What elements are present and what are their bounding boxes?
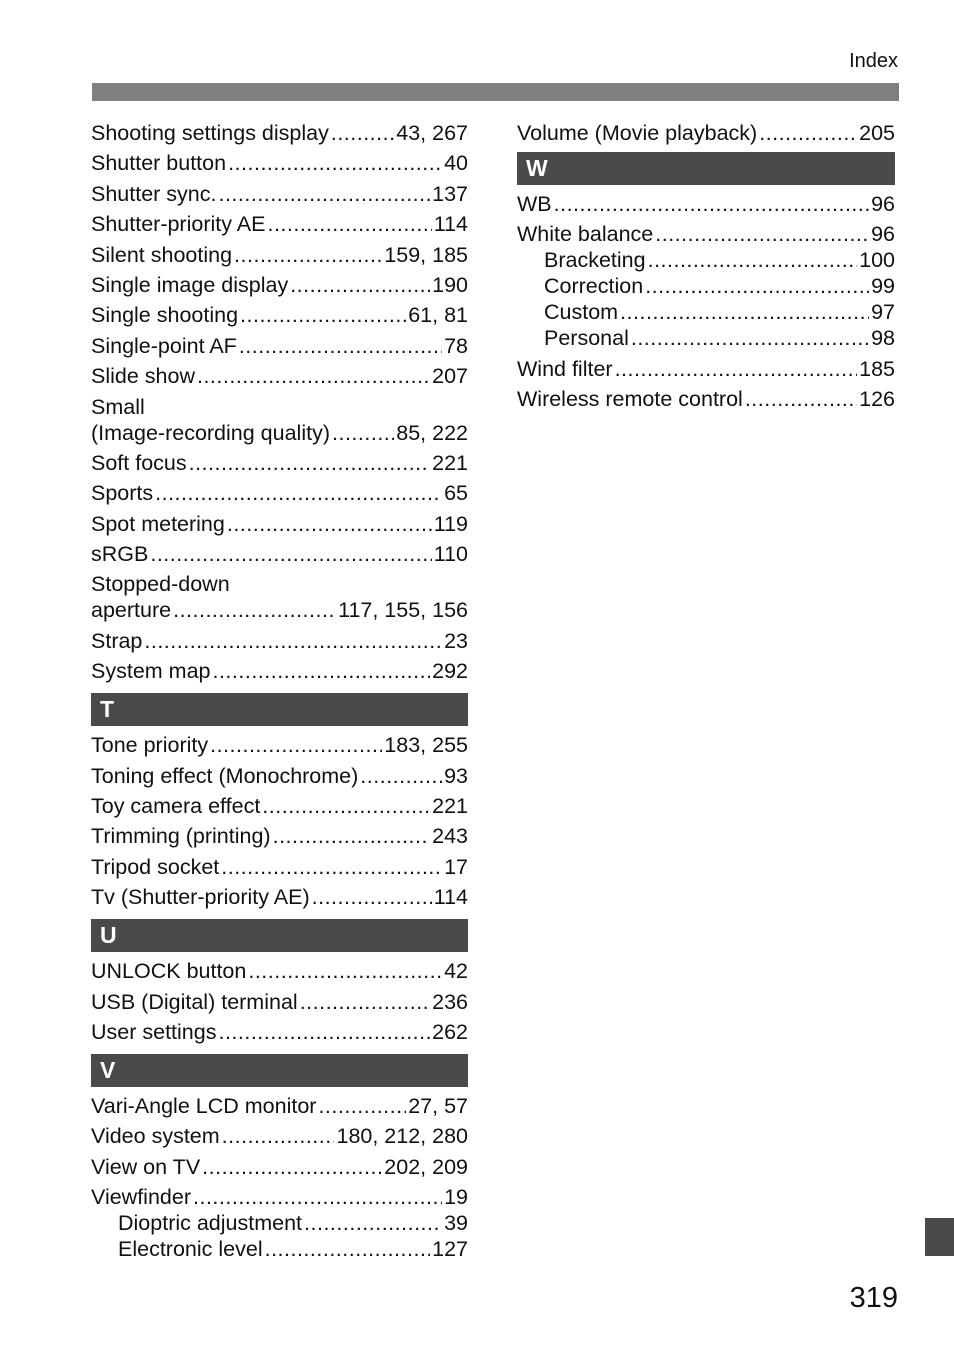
- leader-dots: [332, 420, 394, 446]
- leader-dots: [234, 242, 382, 268]
- entry-term: Sports: [91, 481, 154, 506]
- leader-dots: [150, 541, 431, 567]
- entry-term: White balance: [517, 222, 654, 247]
- entry-pages: 27, 57: [408, 1093, 468, 1118]
- index-entry: [517, 191, 895, 217]
- entry-pages: 221: [432, 450, 468, 475]
- index-subentry: [517, 247, 895, 273]
- entry-term: Trimming (printing): [91, 824, 271, 849]
- entry-term: Personal: [544, 326, 629, 351]
- entry-term: (Image-recording quality): [91, 420, 330, 445]
- index-entry: [91, 884, 468, 910]
- index-entry: [91, 181, 468, 207]
- leader-dots: [173, 597, 336, 623]
- entry-pages: 262: [432, 1019, 468, 1044]
- leader-dots: [218, 181, 430, 207]
- index-entry: [517, 356, 895, 382]
- leader-dots: [218, 1019, 430, 1045]
- leader-dots: [239, 333, 442, 359]
- entry-pages: 93: [444, 763, 468, 788]
- entry-term-line1: Stopped-down: [91, 572, 230, 597]
- entry-pages: 96: [871, 222, 895, 247]
- entry-pages: 236: [432, 989, 468, 1014]
- entry-term: Silent shooting: [91, 242, 233, 267]
- leader-dots: [144, 628, 442, 654]
- entry-pages: 137: [432, 181, 468, 206]
- entry-term: Correction: [544, 274, 644, 299]
- index-subentry: [91, 1236, 468, 1262]
- index-entry: [91, 628, 468, 654]
- leader-dots: [193, 1184, 442, 1210]
- index-entry: [91, 480, 468, 506]
- entry-term: Toy camera effect: [91, 794, 261, 819]
- entry-pages: 97: [871, 300, 895, 325]
- index-entry: [91, 1093, 468, 1119]
- index-entry: [91, 511, 468, 537]
- entry-pages: 23: [444, 628, 468, 653]
- entry-term: USB (Digital) terminal: [91, 989, 298, 1014]
- entry-term: Viewfinder: [91, 1185, 191, 1210]
- leader-dots: [759, 120, 857, 146]
- index-entry: [91, 989, 468, 1015]
- leader-dots: [221, 854, 442, 880]
- leader-dots: [318, 1093, 406, 1119]
- section-letter-u: U: [91, 919, 468, 952]
- entry-pages: 42: [444, 959, 468, 984]
- section-letter-v: V: [91, 1054, 468, 1087]
- entry-term: Tripod socket: [91, 854, 220, 879]
- entry-term: Dioptric adjustment: [118, 1211, 303, 1236]
- leader-dots: [240, 302, 406, 328]
- entry-pages: 119: [433, 511, 468, 536]
- index-entry: [91, 763, 468, 789]
- index-entry: [91, 854, 468, 880]
- leader-dots: [273, 823, 431, 849]
- page-number: 319: [849, 1282, 898, 1314]
- group-t: [91, 732, 468, 910]
- entry-pages: 114: [433, 885, 468, 910]
- entry-term: Volume (Movie playback): [517, 121, 758, 145]
- entry-pages: 127: [432, 1237, 468, 1262]
- entry-pages: 98: [871, 326, 895, 351]
- index-entry: [91, 1184, 468, 1210]
- index-subentry: [517, 299, 895, 325]
- group-white-balance-sub: [517, 247, 895, 351]
- leader-dots: [222, 1123, 335, 1149]
- entry-pages: 19: [444, 1185, 468, 1210]
- index-entry: [91, 242, 468, 268]
- thumb-index-tab: [925, 1218, 954, 1256]
- index-entry: [91, 823, 468, 849]
- leader-dots: [745, 386, 857, 412]
- entry-pages: 117, 155, 156: [338, 598, 468, 623]
- entry-term: sRGB: [91, 542, 149, 567]
- entry-term: Tv (Shutter-priority AE): [91, 885, 310, 910]
- entry-pages: 43, 267: [396, 121, 468, 145]
- leader-dots: [655, 221, 869, 247]
- index-entry: [517, 120, 895, 146]
- entry-term: Video system: [91, 1124, 220, 1149]
- entry-term: Shooting settings display: [91, 121, 329, 145]
- leader-dots: [267, 211, 431, 237]
- leader-dots: [262, 793, 430, 819]
- entry-term: Soft focus: [91, 450, 187, 475]
- leader-dots: [331, 120, 394, 146]
- leader-dots: [248, 958, 442, 984]
- index-entry: [91, 658, 468, 684]
- entry-term: Shutter sync.: [91, 181, 217, 206]
- entry-pages: 180, 212, 280: [336, 1124, 468, 1149]
- index-entry: [91, 450, 468, 476]
- entry-term: Wind filter: [517, 356, 613, 381]
- entry-pages: 159, 185: [384, 242, 468, 267]
- entry-pages: 190: [432, 272, 468, 297]
- index-entry: [91, 363, 468, 389]
- index-entry: [91, 571, 468, 623]
- index-subentry: [517, 273, 895, 299]
- entry-pages: 39: [444, 1211, 468, 1236]
- index-column-left: [91, 120, 468, 1267]
- entry-pages: 202, 209: [384, 1154, 468, 1179]
- index-entry: [91, 333, 468, 359]
- entry-term: Wireless remote control: [517, 387, 743, 412]
- leader-dots: [312, 884, 432, 910]
- entry-pages: 205: [859, 121, 895, 145]
- index-entry: [91, 302, 468, 328]
- index-subentry: [91, 1210, 468, 1236]
- entry-term: Single shooting: [91, 303, 239, 328]
- leader-dots: [615, 356, 858, 382]
- index-entry: [91, 394, 468, 446]
- entry-term-line1: Small: [91, 394, 145, 419]
- entry-term: UNLOCK button: [91, 959, 247, 984]
- entry-term: Single image display: [91, 272, 289, 297]
- entry-pages: 221: [432, 794, 468, 819]
- entry-pages: 110: [433, 542, 468, 567]
- entry-term: Shutter button: [91, 151, 227, 176]
- leader-dots: [197, 363, 430, 389]
- entry-pages: 207: [432, 364, 468, 389]
- index-entry: [91, 1123, 468, 1149]
- entry-term: WB: [517, 192, 552, 216]
- leader-dots: [202, 1154, 382, 1180]
- entry-term: Bracketing: [544, 248, 646, 273]
- entry-pages: 99: [871, 274, 895, 299]
- entry-term: Slide show: [91, 364, 195, 389]
- entry-pages: 85, 222: [396, 420, 468, 445]
- leader-dots: [648, 247, 858, 273]
- leader-dots: [227, 511, 432, 537]
- entry-pages: 243: [432, 824, 468, 849]
- index-entry: [517, 221, 895, 247]
- group-w: [517, 356, 895, 412]
- entry-pages: 65: [444, 481, 468, 506]
- entry-pages: 78: [444, 333, 468, 358]
- index-column-right: [517, 120, 895, 417]
- entry-term: Strap: [91, 628, 143, 653]
- entry-term: Tone priority: [91, 733, 209, 758]
- group-s-2: [91, 450, 468, 567]
- leader-dots: [360, 763, 442, 789]
- section-letter-t: T: [91, 693, 468, 726]
- leader-dots: [645, 273, 869, 299]
- entry-pages: 40: [444, 151, 468, 176]
- entry-term: View on TV: [91, 1154, 201, 1179]
- leader-dots: [631, 325, 869, 351]
- index-entry: [91, 541, 468, 567]
- index-entry: [91, 211, 468, 237]
- group-s-3: [91, 628, 468, 684]
- entry-pages: 96: [871, 192, 895, 216]
- entry-term: Shutter-priority AE: [91, 212, 266, 237]
- index-entry: [91, 1019, 468, 1045]
- entry-pages: 114: [433, 212, 468, 237]
- index-entry: [91, 272, 468, 298]
- index-entry: [517, 386, 895, 412]
- entry-term: System map: [91, 659, 211, 684]
- index-entry: [91, 1154, 468, 1180]
- index-entry: [91, 120, 468, 146]
- running-header: Index: [849, 50, 898, 72]
- section-letter-w: W: [517, 152, 895, 185]
- entry-term: Single-point AF: [91, 333, 237, 358]
- group-viewfinder-sub: [91, 1210, 468, 1262]
- leader-dots: [212, 658, 430, 684]
- entry-term: Toning effect (Monochrome): [91, 763, 359, 788]
- leader-dots: [265, 1236, 431, 1262]
- entry-term: aperture: [91, 598, 172, 623]
- entry-pages: 183, 255: [384, 733, 468, 758]
- entry-pages: 292: [432, 659, 468, 684]
- leader-dots: [189, 450, 431, 476]
- entry-pages: 61, 81: [408, 303, 468, 328]
- entry-term: Vari-Angle LCD monitor: [91, 1093, 317, 1118]
- leader-dots: [620, 299, 869, 325]
- leader-dots: [300, 989, 430, 1015]
- entry-pages: 185: [859, 356, 895, 381]
- leader-dots: [554, 191, 869, 217]
- group-s: [91, 120, 468, 389]
- entry-term: Spot metering: [91, 511, 225, 536]
- entry-term: Electronic level: [118, 1237, 263, 1262]
- leader-dots: [228, 150, 442, 176]
- entry-pages: 126: [859, 387, 895, 412]
- index-subentry: [517, 325, 895, 351]
- index-entry: [91, 150, 468, 176]
- group-u: [91, 958, 468, 1045]
- leader-dots: [155, 480, 442, 506]
- index-entry: [91, 793, 468, 819]
- group-v: [91, 1093, 468, 1210]
- entry-pages: 17: [444, 854, 468, 879]
- leader-dots: [290, 272, 430, 298]
- entry-term: User settings: [91, 1019, 217, 1044]
- index-entry: [91, 958, 468, 984]
- entry-term: Custom: [544, 300, 619, 325]
- leader-dots: [304, 1210, 442, 1236]
- entry-pages: 100: [859, 248, 895, 273]
- header-rule-bar: [92, 83, 899, 101]
- index-entry: [91, 732, 468, 758]
- leader-dots: [210, 732, 382, 758]
